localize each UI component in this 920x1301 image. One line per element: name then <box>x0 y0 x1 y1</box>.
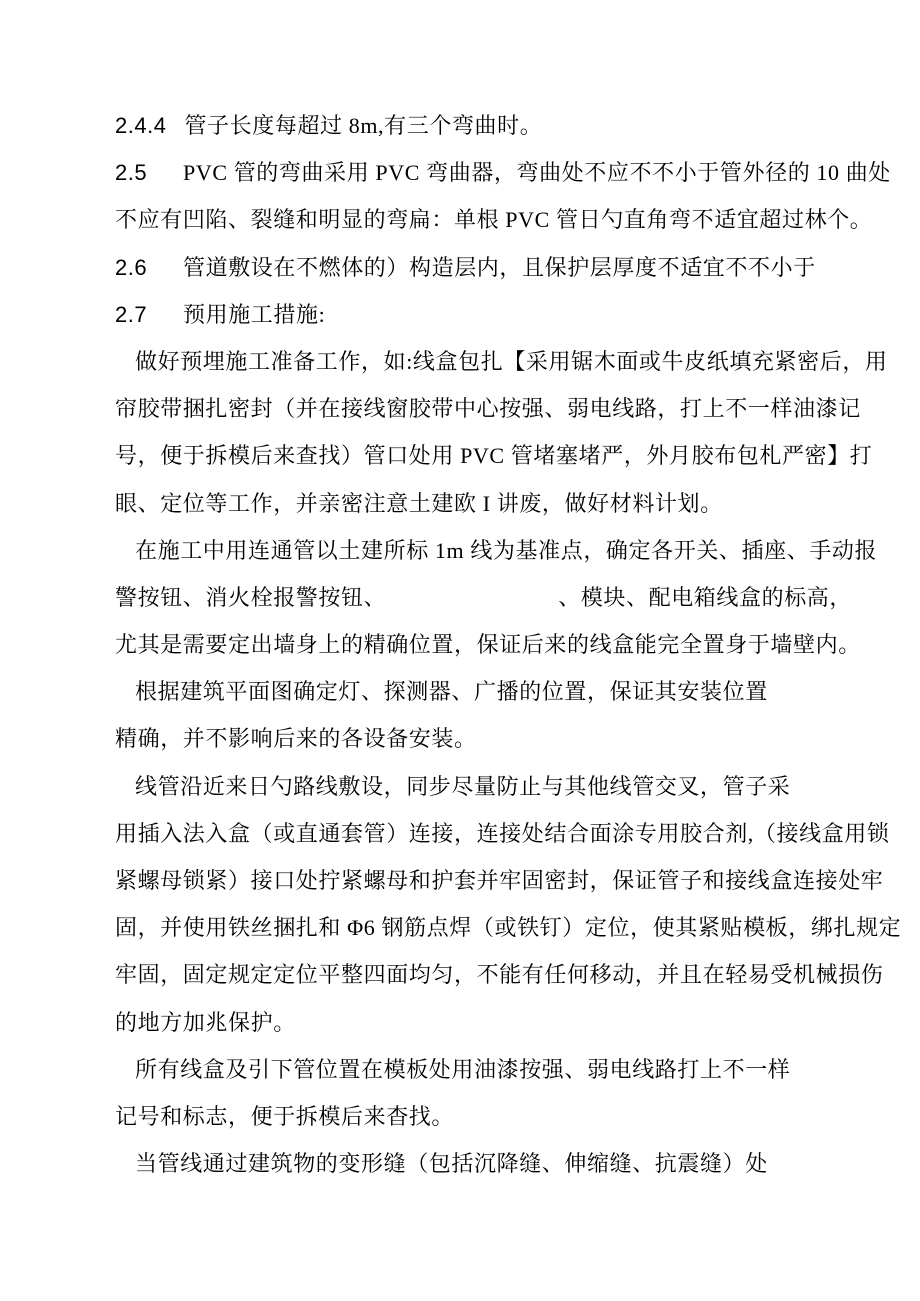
text-line <box>115 1046 832 1093</box>
text-line <box>115 763 832 810</box>
text-line <box>115 480 832 527</box>
line-text: PVC 管的弯曲采用 PVC 弯曲器，弯曲处不应不不小于管外径的 10 曲处 <box>183 160 891 186</box>
text-line <box>115 574 853 621</box>
line-text: 所有线盒及引下管位置在模板处用油漆按强、弱电线路打上不一样 <box>135 1056 791 1082</box>
line-text: 做好预埋施工准备工作，如:线盒包扎【采用锯木面或牛皮纸填充紧密后，用 <box>135 348 888 374</box>
text-line <box>115 432 873 479</box>
line-text: 当管线通过建筑物的变形缝（包括沉降缝、伸缩缝、抗震缝）处 <box>135 1151 768 1177</box>
line-text: 的地方加兆保护。 <box>115 1009 296 1035</box>
line-text: 固，并使用铁丝捆扎和 Φ6 钢筋点焊（或铁钉）定位，使其紧贴模板，绑扎规定 <box>115 915 902 941</box>
line-text: 线管沿近来日勺路线敷设，同步尽量防止与其他线管交叉，管子采 <box>135 773 791 799</box>
line-text: 管子长度每超过 8m,有三个弯曲时。 <box>184 113 543 138</box>
text-line <box>115 1093 832 1140</box>
line-text: 不应有凹陷、裂缝和明显的弯扁：单根 PVC 管日勺直角弯不适宜超过林个。 <box>115 207 873 233</box>
line-text: 管道敷设在不燃体的）构造层内，且保护层厚度不适宜不不小于 <box>183 254 816 280</box>
line-text: 号，便于拆模后来查找）管口处用 PVC 管堵塞堵严，外月胶布包札严密】打 <box>115 443 873 469</box>
line-text: 尤其是需要定出墙身上的精确位置，保证后来的线盒能完全置身于墙壁内。 <box>115 632 861 658</box>
line-text: 记号和标志，便于拆模后来杳找。 <box>115 1103 455 1129</box>
text-line <box>115 527 878 574</box>
text-line <box>115 951 884 998</box>
line-text: 用插入法入盒（或直通套管）连接，连接处结合面涂专用胶合剂,（接线盒用锁 <box>115 820 890 846</box>
text-line <box>115 904 902 951</box>
text-line <box>115 810 890 857</box>
text-line <box>115 1140 832 1187</box>
section-number: 2.4.4 <box>115 113 167 138</box>
text-line <box>115 621 861 668</box>
text-line <box>115 857 884 904</box>
text-line <box>115 149 891 196</box>
line-text: 眼、定位等工作，并亲密注意土建欧 I 讲废，做好材料计划。 <box>115 490 723 516</box>
line-text: 帘胶带捆扎密封（并在接线窗胶带中心按强、弱电线路，打上不一样油漆记 <box>115 396 861 422</box>
text-line <box>115 338 888 385</box>
section-number: 2.7 <box>115 301 148 327</box>
line-text: 预用施工措施: <box>183 301 326 327</box>
text-line <box>115 999 832 1046</box>
text-line <box>115 668 832 715</box>
text-line <box>115 715 832 762</box>
line-text: 精确，并不影响后来的各设备安装。 <box>115 726 477 752</box>
text-line <box>115 244 832 291</box>
text-line <box>115 196 873 243</box>
text-line <box>115 385 861 432</box>
section-number: 2.6 <box>115 254 148 280</box>
line-text: 紧螺母锁紧）接口处拧紧螺母和护套并牢固密封，保证管子和接线盒连接处牢 <box>115 868 884 893</box>
line-text: 在施工中用连通管以土建所标 1m 线为基准点，确定各开关、插座、手动报 <box>135 537 878 563</box>
line-text: 根据建筑平面图确定灯、探测器、广播的位置，保证其安装位置 <box>135 679 768 705</box>
section-number: 2.5 <box>115 160 148 186</box>
text-line <box>115 102 832 149</box>
text-line <box>115 291 832 338</box>
line-text: 牢固，固定规定定位平整四面均匀，不能有任何移动，并且在轻易受机械损伤 <box>115 962 884 988</box>
line-text-after-gap: 、模块、配电箱线盒的标高， <box>558 584 853 610</box>
line-text: 警按钮、消火栓报警按钮、 <box>115 584 387 610</box>
